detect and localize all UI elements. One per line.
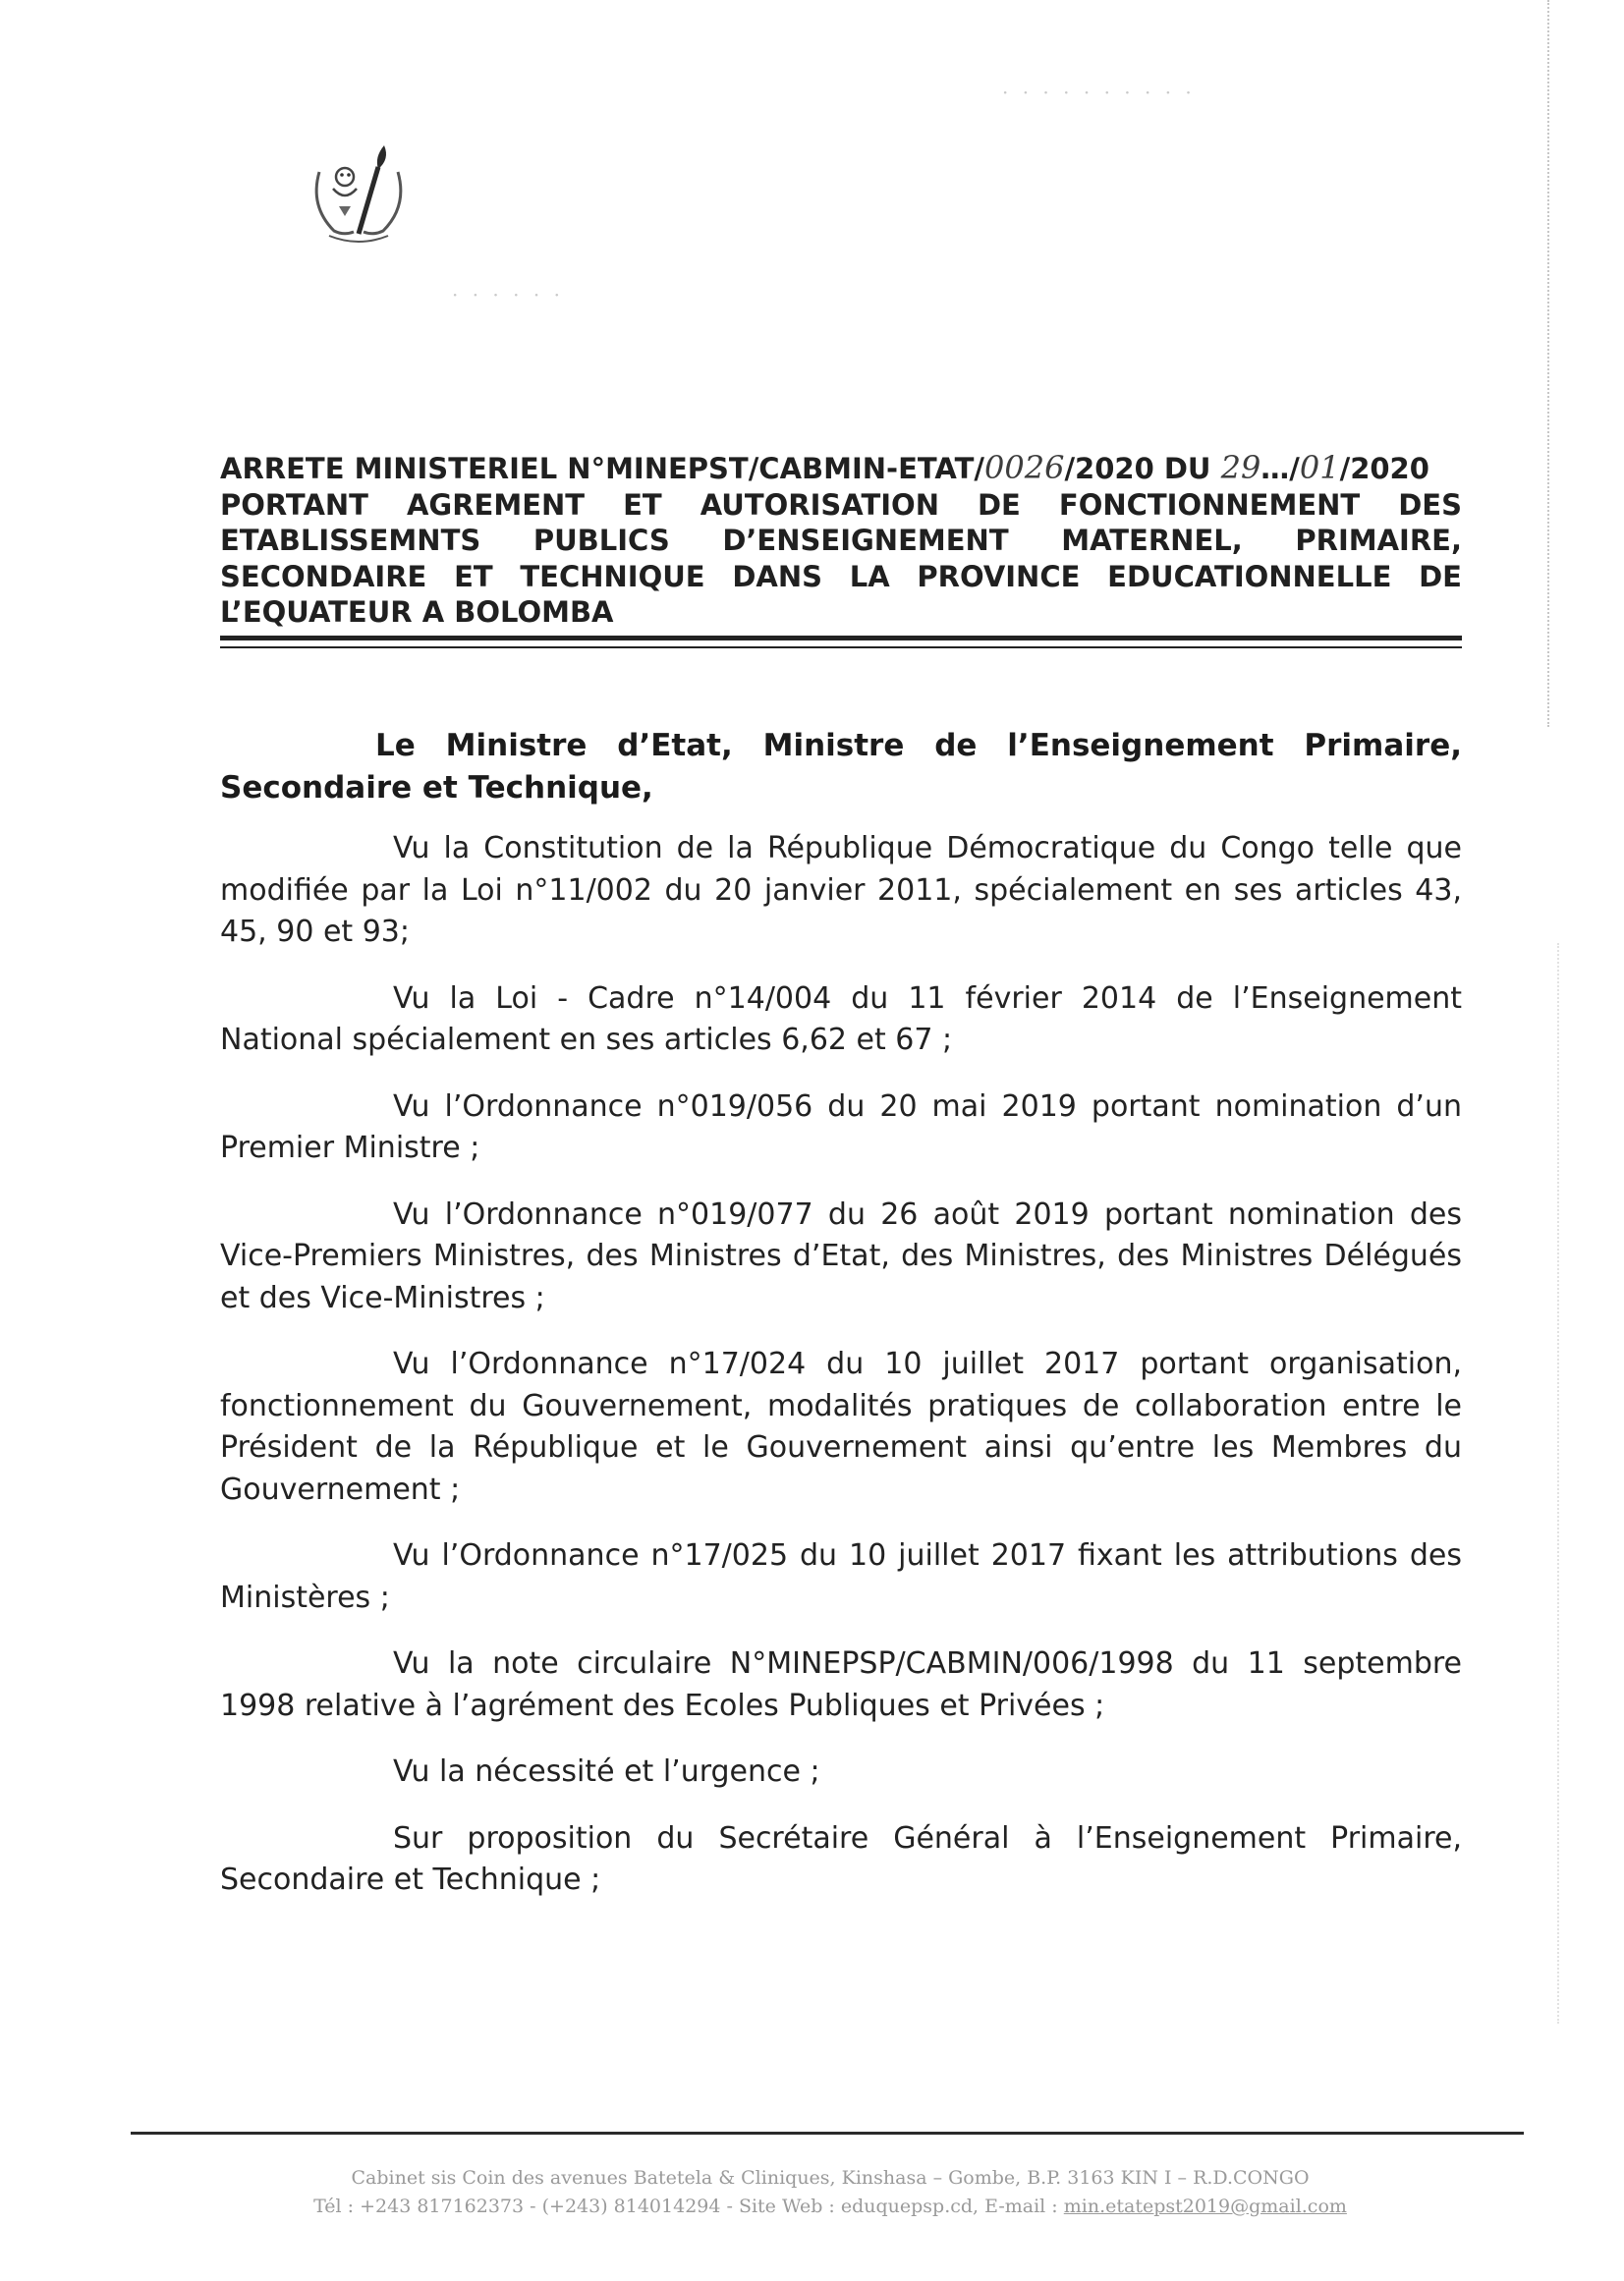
minister-heading [220,725,1462,809]
preamble-paragraph: Vu l’Ordonnance n°17/024 du 10 juillet 2017 portant organisation, fonctionnement du Gouvernement, modalités pratiques de collaboration entre le Président de la République et le Gouvernement ainsi qu’entre les Membres du Gouvernement ; [220,1347,1462,1507]
preamble-paragraph: Vu la note circulaire N°MINEPSP/CABMIN/006/1998 du 11 septembre 1998 relative à l’agrément des Ecoles Publiques et Privées ; [220,1646,1462,1723]
handwritten-day: 29 [1220,449,1261,486]
preamble-paragraph: Vu l’Ordonnance n°17/025 du 10 juillet 2017 fixant les attributions des Ministères ; [220,1538,1462,1615]
handwritten-decree-number: 0026 [984,449,1065,486]
preamble-paragraph: Vu la Loi - Cadre n°14/004 du 11 février 2014 de l’Enseignement National spécialement en ses articles 6,62 et 67 ; [220,980,1462,1057]
faint-stamp-artifact: · · · · · · · · · · [1002,81,1196,104]
decree-title-line: L’EQUATEUR A BOLOMBA [220,595,614,629]
preamble-paragraph: Vu la nécessité et l’urgence ; [393,1754,820,1789]
footer-contact-line: Tél : +243 817162373 - (+243) 814014294 - Site Web : eduquepsp.cd, E-mail : min.etatepst2019@gmail.com [313,2196,1347,2217]
faint-stamp-artifact: · · · · · · [452,283,564,306]
preamble-paragraph: Vu l’Ordonnance n°019/077 du 26 août 2019 portant nomination des Vice-Premiers Ministres, des Ministres d’Etat, des Ministres, des Ministres Délégués et des Vice-Ministres ; [220,1196,1462,1315]
minister-heading-line: Le Ministre d’Etat, Ministre de l’Enseignement Primaire, [375,728,1462,763]
leopard-spear-emblem-icon [300,138,418,255]
title-divider [220,636,1462,640]
scan-edge-artifact [1547,0,1557,727]
title-divider [220,646,1462,648]
footer-email-link[interactable]: min.etatepst2019@gmail.com [1063,2196,1347,2217]
minister-heading-line: Secondaire et Technique, [220,770,653,806]
decree-title-line: ARRETE MINISTERIEL N°MINEPST/CABMIN-ETAT/0026/2020 DU 29…/01/2020 [220,449,1429,486]
decree-title [220,450,1462,631]
preamble-body [220,828,1462,1926]
handwritten-month: 01 [1299,449,1340,486]
scan-edge-artifact [1557,943,1563,2024]
decree-title-line: ETABLISSEMNTS PUBLICS D’ENSEIGNEMENT MATERNEL, PRIMAIRE, [220,524,1462,557]
preamble-paragraph: Vu la Constitution de la République Démocratique du Congo telle que modifiée par la Loi n°11/002 du 20 janvier 2011, spécialement en ses articles 43, 45, 90 et 93; [220,831,1462,949]
preamble-paragraph: Vu l’Ordonnance n°019/056 du 20 mai 2019 portant nomination d’un Premier Ministre ; [220,1088,1462,1165]
decree-title-line: PORTANT AGREMENT ET AUTORISATION DE FONCTIONNEMENT DES [220,487,1462,522]
footer-divider [131,2132,1524,2135]
decree-title-line: SECONDAIRE ET TECHNIQUE DANS LA PROVINCE EDUCATIONNELLE DE [220,559,1462,593]
footer-address [196,2164,1464,2221]
preamble-paragraph: Sur proposition du Secrétaire Général à l’Enseignement Primaire, Secondaire et Technique ; [220,1820,1462,1897]
footer-address-line: Cabinet sis Coin des avenues Batetela & Cliniques, Kinshasa – Gombe, B.P. 3163 KIN I – R.D.CONGO [351,2167,1310,2189]
